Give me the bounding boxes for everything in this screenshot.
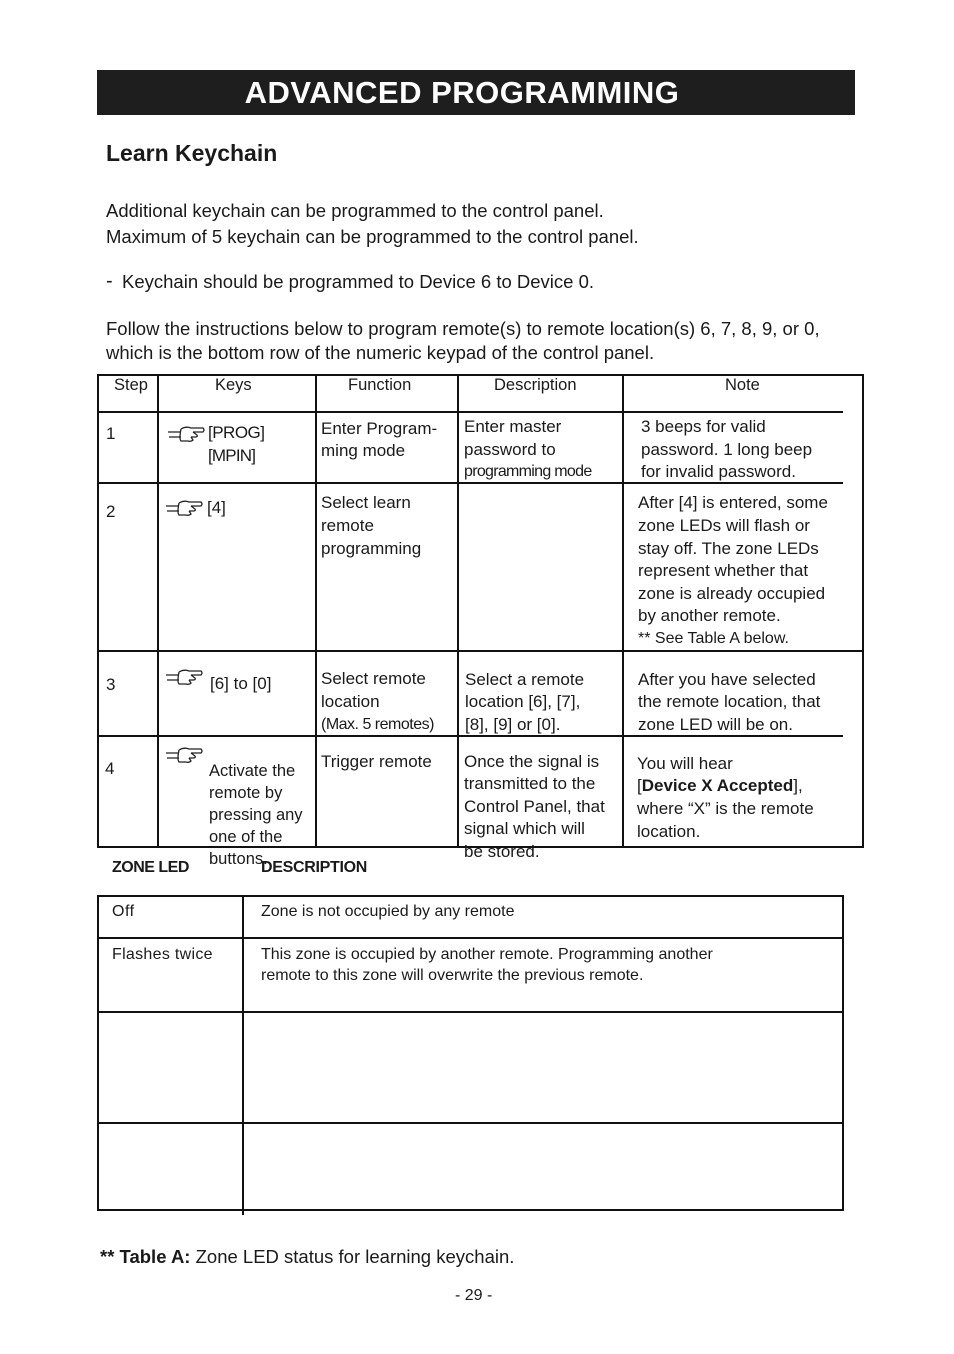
pointing-hand-icon <box>165 745 203 765</box>
note-line: 3 beeps for valid <box>641 417 766 436</box>
note-line: by another remote. <box>638 606 781 625</box>
note-line: stay off. The zone LEDs <box>638 539 819 558</box>
step-number: 2 <box>106 502 116 521</box>
header-note: Note <box>725 376 760 394</box>
intro-line-2: Maximum of 5 keychain can be programmed to the control panel. <box>106 226 639 247</box>
step-number: 4 <box>105 759 115 778</box>
zone-led-status: Off <box>112 903 135 920</box>
function-line: Select learn <box>321 493 411 512</box>
note-line: the remote location, that <box>638 692 821 711</box>
key-prog: [PROG] <box>208 423 265 442</box>
function-line: remote <box>321 516 374 535</box>
key-6-to-0: [6] to [0] <box>210 674 272 693</box>
description-line: [8], [9] or [0]. <box>465 715 561 734</box>
description-line: transmitted to the <box>464 774 596 793</box>
note-line: After [4] is entered, some <box>638 493 828 512</box>
note-line: zone LED will be on. <box>638 715 793 734</box>
function-line: ming mode <box>321 441 406 460</box>
function-line: Select remote <box>321 669 426 688</box>
pointing-hand-icon <box>165 667 203 687</box>
pointing-hand-icon <box>165 498 203 518</box>
note-line: for invalid password. <box>641 462 796 481</box>
key-line: pressing any <box>209 806 303 824</box>
bullet-text: Keychain should be programmed to Device 6 to Device 0. <box>122 271 595 292</box>
description-line: be stored. <box>464 842 540 861</box>
zone-led-description: remote to this zone will overwrite the previous remote. <box>261 967 644 984</box>
note-line: You will hear <box>637 754 733 773</box>
zone-led-status: Flashes twice <box>112 946 213 963</box>
table-caption: ** Table A: Zone LED status for learning keychain. <box>100 1246 515 1267</box>
note-line: represent whether that <box>638 561 809 580</box>
function-line: Trigger remote <box>321 752 432 771</box>
note-line: After you have selected <box>638 670 816 689</box>
description-line: Enter master <box>464 417 562 436</box>
zone-led-description: This zone is occupied by another remote. Programming another <box>261 946 713 963</box>
intro-line-1: Additional keychain can be programmed to the control panel. <box>106 200 604 221</box>
header-keys: Keys <box>215 376 252 394</box>
page-number: - 29 - <box>455 1287 493 1304</box>
note-line: location. <box>637 822 701 841</box>
description-line: signal which will <box>464 819 585 838</box>
bullet-dash: - <box>106 270 113 292</box>
function-line: location <box>321 692 380 711</box>
description-line: location [6], [7], <box>465 692 581 711</box>
note-line: password. 1 long beep <box>641 440 813 459</box>
description-line: Select a remote <box>465 670 585 689</box>
description-line: Control Panel, that <box>464 797 605 816</box>
key-line: Activate the <box>209 762 296 780</box>
function-line: (Max. 5 remotes) <box>321 716 434 733</box>
note-line: zone is already occupied <box>638 584 826 603</box>
header-function: Function <box>348 376 412 394</box>
step-number: 1 <box>106 424 116 443</box>
key-line: buttons. <box>209 850 268 868</box>
note-line: zone LEDs will flash or <box>638 516 810 535</box>
description-line: Once the signal is <box>464 752 600 771</box>
header-step: Step <box>114 376 148 394</box>
key-4: [4] <box>207 498 226 517</box>
page-title: ADVANCED PROGRAMMING <box>244 75 680 110</box>
section-title: Learn Keychain <box>106 140 278 166</box>
header-description: Description <box>494 376 577 394</box>
step-number: 3 <box>106 675 116 694</box>
instructions-paragraph: Follow the instructions below to program remote(s) to remote location(s) 6, 7, 8, 9, or 0, which is the bottom row of the numeric keypad of the control panel. <box>106 318 820 363</box>
key-line: one of the <box>209 828 283 846</box>
function-line: Enter Program- <box>321 419 438 438</box>
description-line: password to <box>464 440 556 459</box>
function-line: programming <box>321 539 422 558</box>
note-line: ** See Table A below. <box>638 630 789 647</box>
key-mpin: [MPIN] <box>208 446 256 465</box>
note-line: where “X” is the remote <box>637 799 814 818</box>
key-line: remote by <box>209 784 283 802</box>
zone-led-header: ZONE LED <box>112 859 189 876</box>
note-line-device-accepted: [Device X Accepted], <box>637 776 803 795</box>
description-line: programming mode <box>464 463 592 480</box>
pointing-hand-icon <box>167 424 205 444</box>
zone-led-description: Zone is not occupied by any remote <box>261 903 515 920</box>
description-header: DESCRIPTION <box>261 859 368 876</box>
